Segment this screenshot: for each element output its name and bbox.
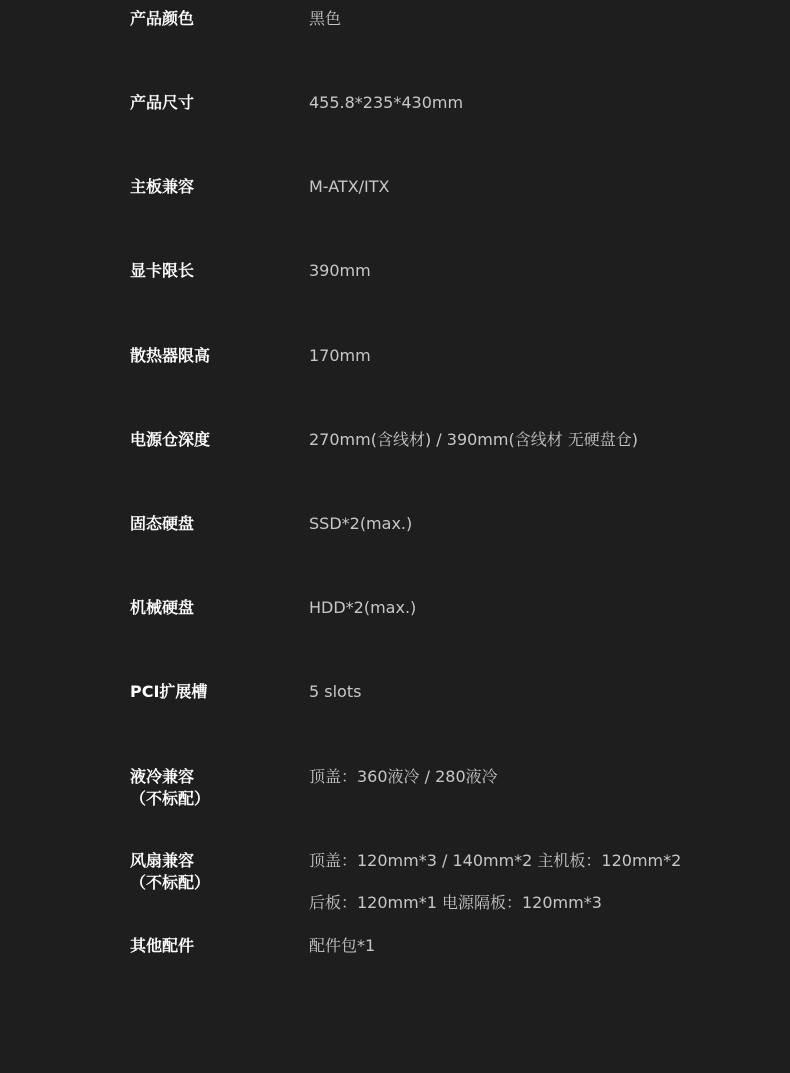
spec-label: 固态硬盘: [130, 514, 195, 533]
spec-label: PCI扩展槽: [130, 682, 208, 701]
spec-label: 产品尺寸: [130, 93, 195, 112]
spec-label: 散热器限高: [130, 346, 211, 365]
spec-value-line2: 后板：120mm*1 电源隔板：120mm*3: [309, 893, 602, 912]
spec-label: 产品颜色: [130, 9, 195, 28]
spec-label: 其他配件: [130, 936, 195, 955]
spec-label: 主板兼容: [130, 177, 195, 196]
spec-label: 显卡限长: [130, 261, 195, 280]
spec-value: 5 slots: [309, 682, 362, 701]
spec-value: 455.8*235*430mm: [309, 93, 464, 112]
spec-value: 390mm: [309, 261, 371, 280]
spec-label: 液冷兼容: [130, 767, 195, 786]
spec-note: （不标配）: [130, 873, 211, 892]
spec-label: 电源仓深度: [130, 430, 211, 449]
spec-value: 170mm: [309, 346, 371, 365]
spec-value: HDD*2(max.): [309, 598, 417, 617]
spec-label: 风扇兼容: [130, 851, 195, 870]
spec-value: 270mm(含线材) / 390mm(含线材 无硬盘仓): [309, 430, 639, 449]
spec-note: （不标配）: [130, 789, 211, 808]
spec-value: 顶盖：120mm*3 / 140mm*2 主机板：120mm*2: [309, 851, 682, 870]
spec-value: 顶盖：360液冷 / 280液冷: [309, 767, 498, 786]
spec-value: M-ATX/ITX: [309, 177, 390, 196]
spec-value: 配件包*1: [309, 936, 376, 955]
spec-value: 黑色: [309, 9, 342, 28]
spec-value: SSD*2(max.): [309, 514, 413, 533]
spec-label: 机械硬盘: [130, 598, 195, 617]
